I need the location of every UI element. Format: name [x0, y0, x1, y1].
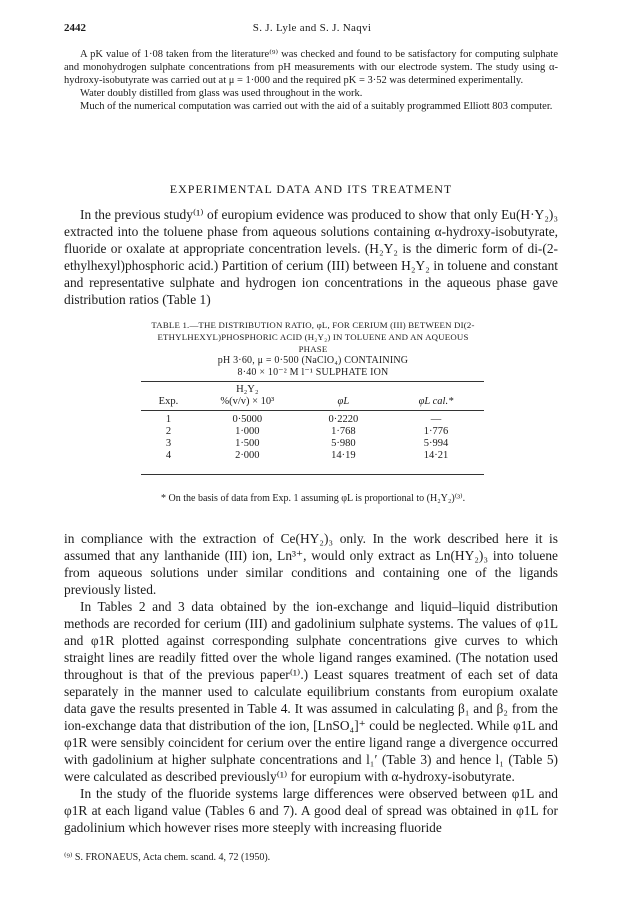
cell-h2y2: 1·000	[235, 426, 260, 437]
cell-exp: 4	[165, 450, 172, 461]
cell-phi: 0·2220	[328, 414, 359, 425]
header-h2y2-top: H₂Y₂	[236, 384, 259, 395]
table-bottom-rule	[141, 474, 484, 475]
section-heading: EXPERIMENTAL DATA AND ITS TREATMENT	[169, 182, 453, 196]
body-paragraph-2: in compliance with the extraction of Ce(HY₂)₃ only. In the work described here it is assumed that any lanthanide (III) ion, Ln³⁺, would only extract as Ln(HY₂)₃ into toluene from aqueous solutions under similar conditions and containing one of the ligands previously listed.	[64, 531, 558, 597]
table-caption-concentration: 8·40 × 10⁻² M l⁻¹ SULPHATE ION	[237, 367, 389, 378]
cell-h2y2: 1·500	[235, 438, 260, 449]
cell-exp: 1	[165, 414, 172, 425]
cell-phi-cal: 5·994	[423, 438, 449, 449]
cell-phi-cal: 1·776	[423, 426, 449, 437]
body-paragraph-1	[64, 206, 558, 308]
table-row	[141, 426, 484, 438]
table-caption	[144, 319, 482, 379]
cell-h2y2: 2·000	[235, 450, 260, 461]
cell-exp: 3	[165, 438, 172, 449]
body-paragraph-1-text: In the previous study⁽¹⁾ of europium evidence was produced to show that only Eu(H·Y₂)₃ extracted into the toluene phase from aqueous solutions containing α-hydroxy-isobutyrate, fluoride or oxalate at appropriate concentration levels. (H₂Y₂ is the dimeric form of di-(2-ethylhexyl)phosphoric acid.) Partition of cerium (III) between H₂Y₂ in toluene and constant and representative sulphate and hydrogen ion concentrations in the aqueous phase gave distribution ratios (Table 1)	[64, 207, 558, 307]
table-caption-title: TABLE 1.—THE DISTRIBUTION RATIO, φL, FOR CERIUM (III) BETWEEN DI(2-ETHYLHEXYL)PHOSPHORIC ACID (H₂Y₂) IN TOLUENE AND AN AQUEOUS PHASE	[151, 320, 475, 354]
body-paragraph-3: In Tables 2 and 3 data obtained by the ion-exchange and liquid–liquid distribution methods are recorded for cerium (III) and gadolinium sulphate systems. The values of φ1L and φ1R plotted against corresponding sulphate concentrations give curves to which straight lines are readily fitted over the whole ligand ranges examined. (The notation used throughout is that of the previous paper⁽¹⁾.) Least squares treatment of each set of data separately in the manner used to calculate equilibrium constants from europium oxalate data gave the results presented in Table 4. It was assumed in calculating β₁ and β₂ from the ion-exchange data that distribution of the ion, [LnSO₄]⁺ could be neglected. While φ1L and φ1R were sensibly coincident for cerium over the entire ligand range a divergence occurred with gadolinium at higher sulphate concentrations and l₁′ (Table 3) and hence l₁ (Table 5) were calculated as described previously⁽¹⁾ for europium with α-hydroxy-isobutyrate.	[64, 599, 558, 784]
intro-paragraph-2: Water doubly distilled from glass was used throughout in the work.	[80, 88, 363, 99]
header-exp: Exp.	[158, 396, 179, 407]
table-top-rule	[141, 381, 484, 382]
table-row	[141, 438, 484, 450]
table-caption-conditions: pH 3·60, μ = 0·500 (NaClO₄) CONTAINING	[217, 355, 409, 366]
table-row	[141, 450, 484, 462]
cell-phi: 1·768	[331, 426, 356, 437]
cell-phi: 14·19	[331, 450, 356, 461]
cell-h2y2: 0·5000	[232, 414, 263, 425]
header-phi-cal: φL cal.*	[418, 396, 454, 407]
body-paragraph-4: In the study of the fluoride systems large differences were observed between φ1L and φ1R at each ligand value (Tables 6 and 7). A good deal of spread was obtained in φ1L for gadolinium which however rises more steeply with increasing fluoride	[64, 786, 558, 835]
cell-exp: 2	[165, 426, 172, 437]
data-table	[141, 384, 484, 462]
intro-paragraph-3: Much of the numerical computation was carried out with the aid of a suitably programmed Elliott 803 computer.	[80, 101, 553, 112]
header-phi: φL	[337, 396, 350, 407]
running-head: S. J. Lyle and S. J. Naqvi	[252, 22, 372, 34]
cell-phi-cal: 14·21	[423, 450, 449, 461]
cell-phi: 5·980	[331, 438, 356, 449]
table-footnote: * On the basis of data from Exp. 1 assuming φL is proportional to (H₂Y₂)⁽³⁾.	[161, 493, 466, 504]
intro-paragraph-1: A pK value of 1·08 taken from the literature⁽⁹⁾ was checked and found to be satisfactory for computing sulphate and monohydrogen sulphate concentrations from pH measurements with our electrode system. The study using α-hydroxy-isobutyrate was carried out at μ = 1·000 and the required pK = 3·52 was determined experimentally.	[64, 49, 558, 86]
page-number: 2442	[64, 22, 86, 34]
body-paragraphs-2	[64, 530, 558, 836]
reference-footnote: ⁽⁹⁾ S. FRONAEUS, Acta chem. scand. 4, 72 (1950).	[64, 852, 271, 863]
table-row	[141, 414, 484, 426]
table-header-rule	[141, 410, 484, 411]
header-h2y2-bottom: %(v/v) × 10³	[220, 396, 275, 407]
intro-paragraphs	[64, 48, 558, 113]
cell-phi-cal: —	[430, 414, 442, 425]
